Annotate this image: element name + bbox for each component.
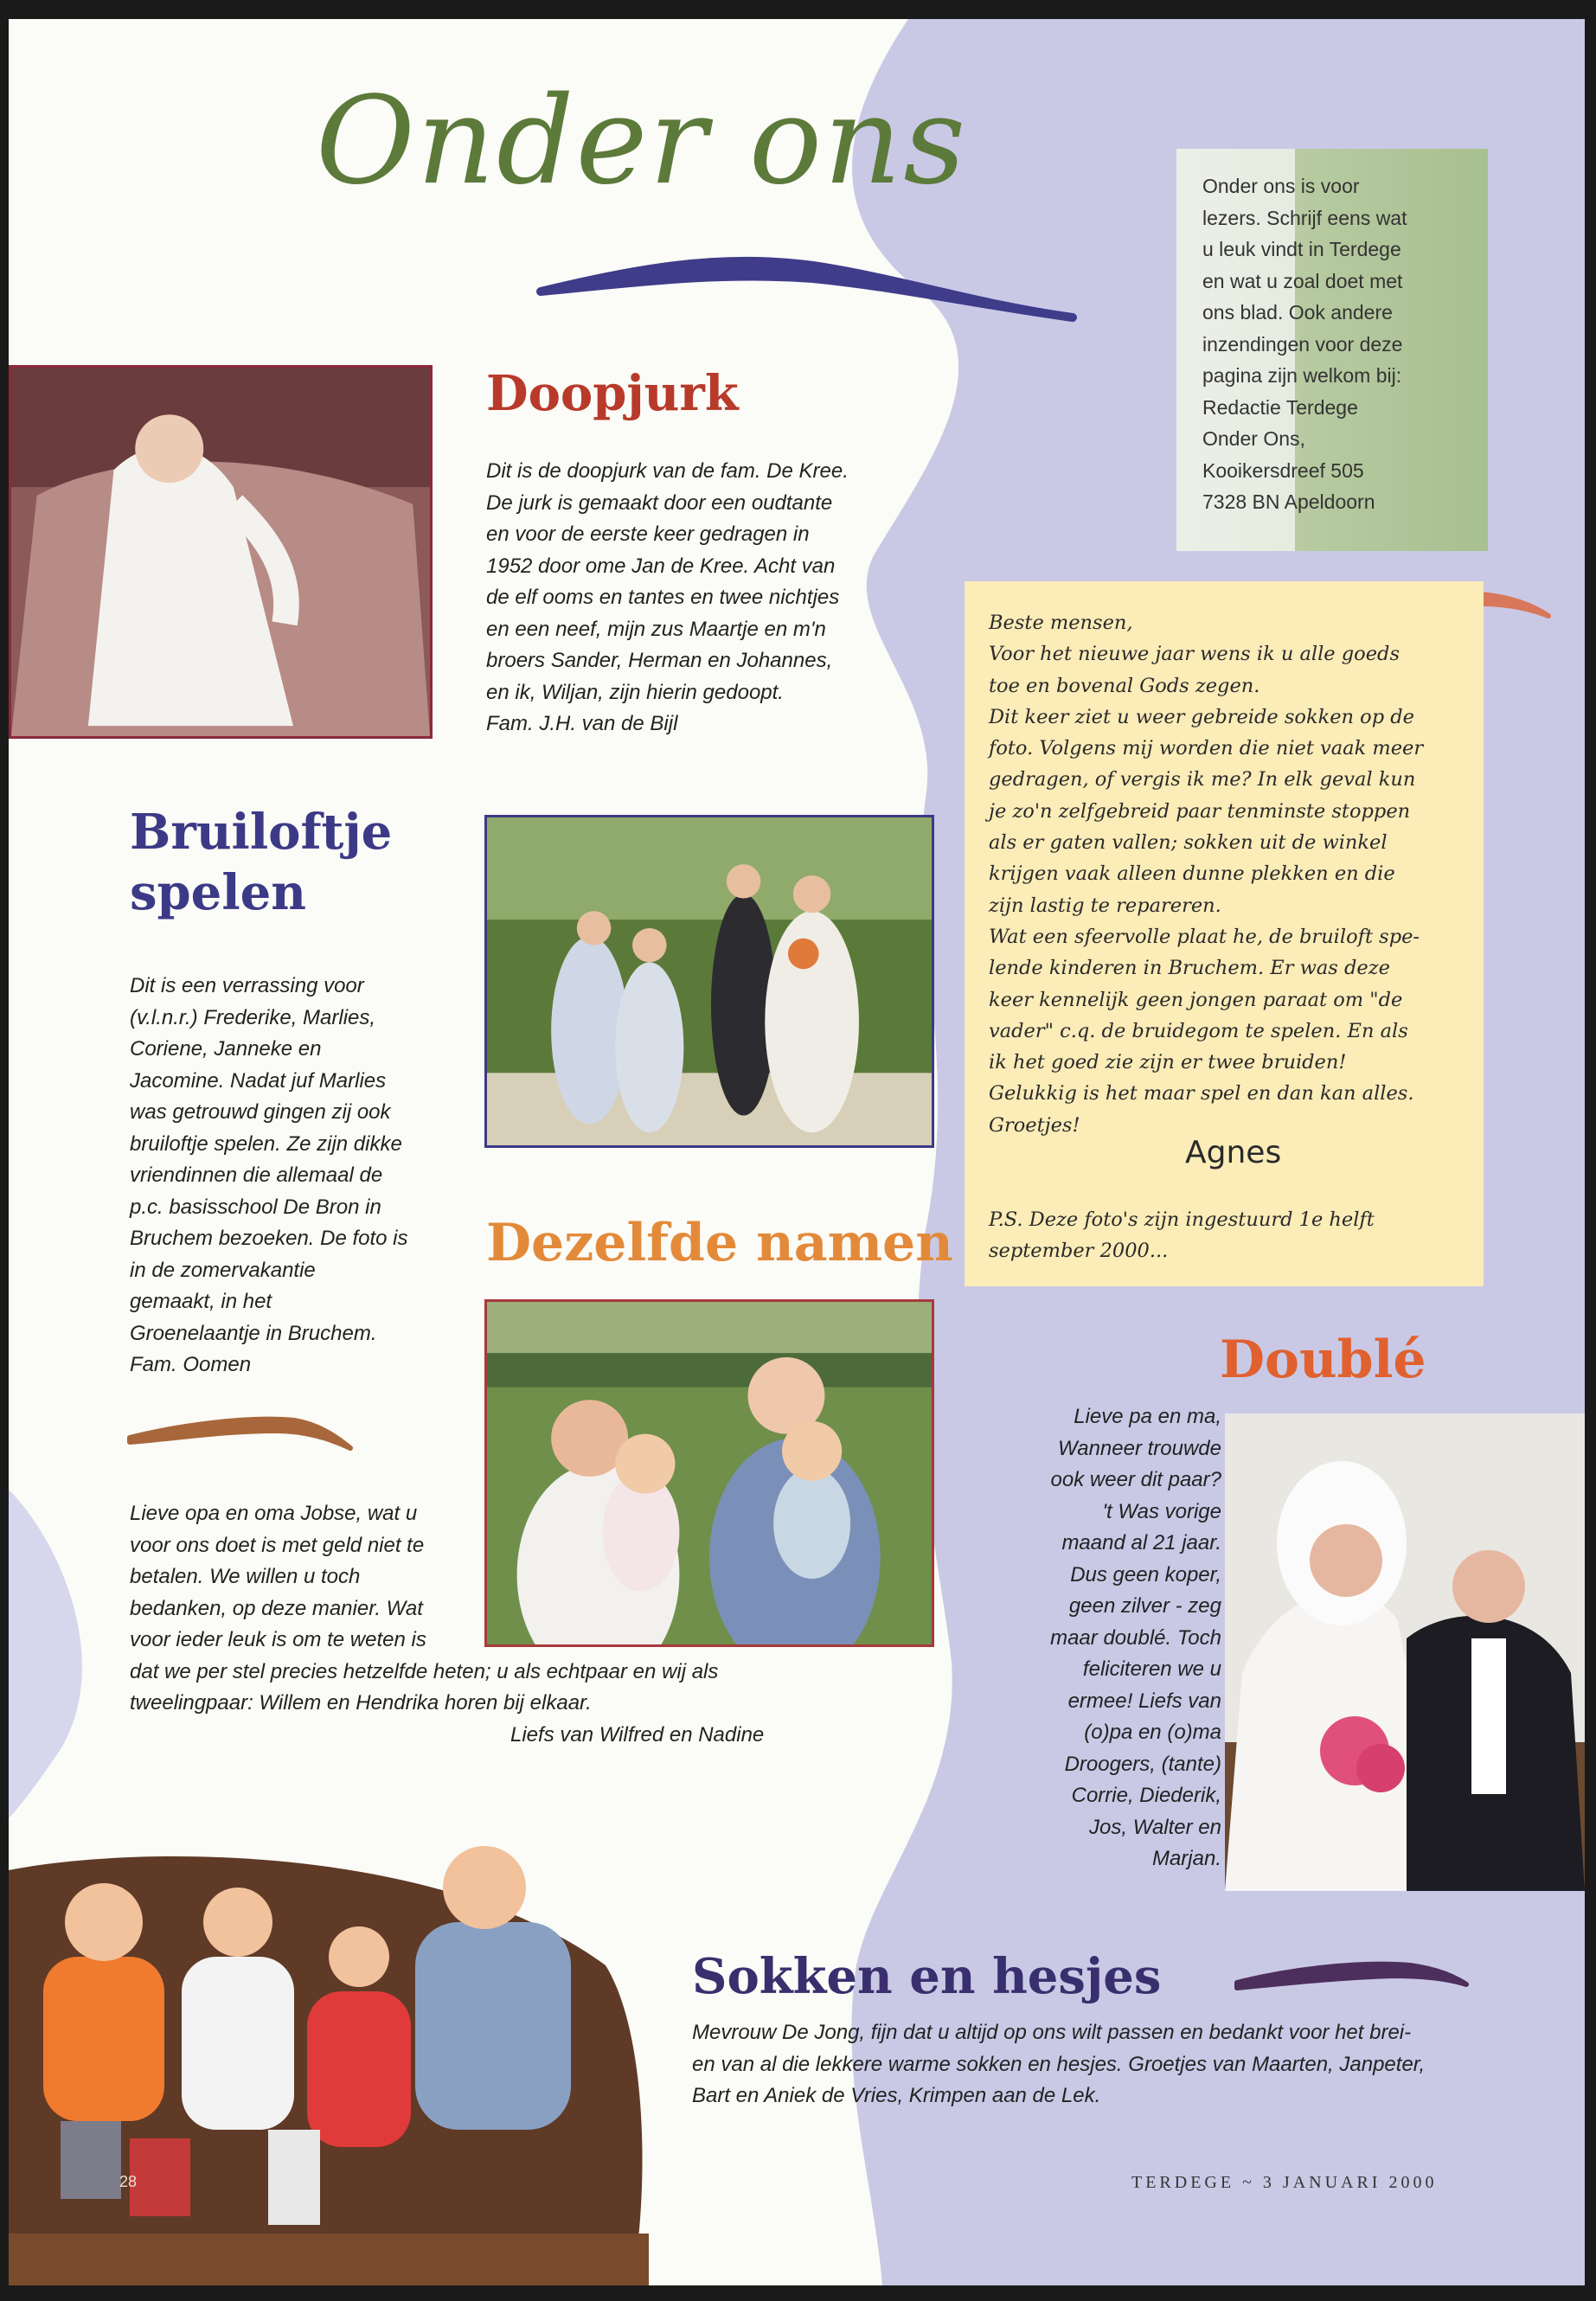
info-line: Kooikersdreef 505 — [1202, 458, 1364, 482]
sokken-text — [692, 2017, 1425, 2112]
letter-line: Voor het nieuwe jaar wens ik u alle goeds — [989, 643, 1400, 666]
doopjurk-line: broers Sander, Herman en Johannes, — [486, 649, 833, 672]
dezelfde-line: dat we per stel precies hetzelfde heten; u als echtpaar en wij als — [130, 1659, 719, 1683]
letter-signature: Agnes — [1185, 1135, 1282, 1170]
letter-postscript — [989, 1204, 1375, 1267]
letter-line: je zo'n zelfgebreid paar tenminste stoppen — [989, 799, 1411, 823]
bruiloftje-line: Dit is een verrassing voor — [130, 974, 364, 997]
info-line: Redactie Terdege — [1202, 395, 1358, 419]
sokken-line: en van al die lekkere warme sokken en hesjes. Groetjes van Maarten, Janpeter, — [692, 2052, 1426, 2076]
bruiloftje-line: Bruchem bezoeken. De foto is — [130, 1227, 408, 1250]
bruiloftje-line: (v.l.n.r.) Frederike, Marlies, — [130, 1005, 376, 1029]
info-line: inzendingen voor deze — [1202, 332, 1403, 356]
page-number: 28 — [119, 2173, 138, 2190]
doopjurk-line: en ik, Wiljan, zijn hierin gedoopt. — [486, 680, 784, 704]
bruiloftje-line: p.c. basisschool De Bron in — [130, 1195, 381, 1219]
double-photo — [1225, 1413, 1585, 1891]
letter-line: krijgen vaak alleen dunne plekken en die — [989, 862, 1395, 886]
double-line: Lieve pa en ma, — [1074, 1405, 1221, 1428]
bruiloftje-line: Fam. Oomen — [130, 1353, 252, 1376]
bruiloftje-line: in de zomervakantie — [130, 1258, 316, 1282]
page-title: Onder ons — [316, 71, 968, 212]
letter-line: Gelukkig is het maar spel en dan kan alles. — [989, 1082, 1414, 1106]
doopjurk-text — [486, 456, 849, 740]
letter-line: ik het goed zie zijn er twee bruiden! — [989, 1051, 1347, 1074]
bruiloftje-line: was getrouwd gingen zij ook — [130, 1100, 391, 1124]
letter-line: gedragen, of vergis ik me? In elk geval kun — [989, 768, 1416, 792]
letter-line: keer kennelijk geen jongen paraat om "de — [989, 988, 1403, 1011]
letter-line: Wat een sfeervolle plaat he, de bruiloft spe- — [989, 925, 1420, 948]
bruiloftje-line: gemaakt, in het — [130, 1290, 272, 1313]
dezelfde-line: voor ons doet is met geld niet te — [130, 1533, 425, 1557]
doopjurk-line: De jurk is gemaakt door een oudtante — [486, 490, 833, 515]
double-line: Wanneer trouwde — [1058, 1436, 1221, 1460]
info-line: en wat u zoal doet met — [1202, 269, 1403, 292]
brown-swoosh — [130, 1420, 350, 1448]
sokken-line: Mevrouw De Jong, fijn dat u altijd op ons wilt passen en bedankt voor het brei- — [692, 2021, 1412, 2044]
double-line: maand al 21 jaar. — [1061, 1531, 1221, 1554]
doopjurk-line: de elf ooms en tantes en twee nichtjes — [486, 586, 840, 609]
info-line: u leuk vindt in Terdege — [1202, 238, 1401, 260]
letter-line: Beste mensen, — [989, 612, 1133, 634]
doopjurk-line: Fam. J.H. van de Bijl — [486, 712, 678, 735]
double-line: Marjan. — [1151, 1847, 1221, 1870]
sokken-title: Sokken en hesjes — [692, 1948, 1162, 2005]
double-line: ermee! Liefs van — [1067, 1689, 1221, 1713]
letter-line: vader" c.q. de bruidegom te spelen. En als — [989, 1019, 1408, 1042]
ps-line: P.S. Deze foto's zijn ingestuurd 1e helft — [989, 1208, 1375, 1231]
dezelfde-line: tweelingpaar: Willem en Hendrika horen bij elkaar. — [130, 1691, 592, 1715]
double-line: (o)pa en (o)ma — [1084, 1721, 1221, 1744]
dezelfde-text — [130, 1498, 764, 1751]
double-line: geen zilver - zeg — [1068, 1594, 1221, 1618]
info-line: ons blad. Ook andere — [1202, 301, 1393, 324]
double-line: 't Was vorige — [1102, 1499, 1221, 1523]
letter-line: als er gaten vallen; sokken uit de winkel — [989, 831, 1388, 855]
bruiloftje-line: Groenelaantje in Bruchem. — [130, 1321, 377, 1345]
double-line: maar doublé. Toch — [1050, 1625, 1221, 1650]
sokken-line: Bart en Aniek de Vries, Krimpen aan de Lek. — [692, 2084, 1101, 2107]
double-title: Doublé — [1220, 1330, 1426, 1390]
double-line: Droogers, (tante) — [1064, 1752, 1221, 1776]
bruiloftje-photo — [484, 815, 934, 1148]
sokken-photo — [9, 1827, 649, 2285]
double-line: Dus geen koper, — [1070, 1562, 1221, 1586]
footer-issue-line: TERDEGE ~ 3 JANUARI 2000 — [1131, 2173, 1438, 2192]
letter-line: lende kinderen in Bruchem. Er was deze — [989, 957, 1390, 980]
dezelfde-signature: Liefs van Wilfred en Nadine — [510, 1722, 765, 1747]
info-box-text — [1202, 170, 1407, 518]
letter-line: zijn lastig te repareren. — [989, 894, 1221, 917]
bruiloftje-title-line: Bruiloftje — [130, 804, 393, 861]
dezelfde-title: Dezelfde namen — [486, 1213, 953, 1273]
doopjurk-photo — [9, 365, 433, 739]
info-line: Onder ons is voor — [1202, 175, 1360, 197]
lavender-left-shape — [9, 1490, 82, 1818]
doopjurk-line: en voor de eerste keer gedragen in — [486, 522, 810, 546]
double-line: Jos, Walter en — [1089, 1815, 1221, 1839]
letter-text — [989, 607, 1423, 1141]
bruiloftje-text — [130, 971, 408, 1381]
dezelfde-line: betalen. We willen u toch — [130, 1565, 361, 1588]
doopjurk-line: en een neef, mijn zus Maartje en m'n — [486, 617, 826, 641]
bruiloftje-title — [130, 802, 392, 923]
bruiloftje-line: Jacomine. Nadat juf Marlies — [130, 1068, 387, 1093]
info-line: pagina zijn welkom bij: — [1202, 364, 1402, 387]
double-text — [1050, 1401, 1221, 1875]
info-line: 7328 BN Apeldoorn — [1202, 490, 1375, 513]
bruiloftje-line: bruiloftje spelen. Ze zijn dikke — [130, 1131, 402, 1156]
letter-line: Groetjes! — [989, 1113, 1080, 1137]
letter-line: toe en bovenal Gods zegen. — [989, 674, 1260, 697]
dezelfde-line: Lieve opa en oma Jobse, wat u — [130, 1502, 418, 1525]
bruiloftje-line: Coriene, Janneke en — [130, 1037, 322, 1061]
info-line: lezers. Schrijf eens wat — [1202, 206, 1407, 229]
double-line: feliciteren we u — [1082, 1657, 1221, 1681]
doopjurk-line: Dit is de doopjurk van de fam. De Kree. — [486, 459, 849, 483]
info-line: Onder Ons, — [1202, 427, 1305, 450]
double-line: Corrie, Diederik, — [1071, 1784, 1221, 1807]
dezelfde-line: voor ieder leuk is om te weten is — [130, 1628, 426, 1651]
dezelfde-line: bedanken, op deze manier. Wat — [130, 1596, 423, 1620]
magazine-page — [9, 19, 1585, 2285]
letter-line: Dit keer ziet u weer gebreide sokken op de — [989, 705, 1415, 728]
bruiloftje-title-line: spelen — [130, 864, 306, 921]
double-line: ook weer dit paar? — [1050, 1468, 1221, 1491]
doopjurk-title: Doopjurk — [486, 365, 739, 422]
ps-line: september 2000... — [989, 1240, 1169, 1263]
letter-line: foto. Volgens mij worden die niet vaak meer — [989, 737, 1424, 760]
bruiloftje-line: vriendinnen die allemaal de — [130, 1163, 383, 1187]
doopjurk-line: 1952 door ome Jan de Kree. Acht van — [486, 554, 836, 578]
